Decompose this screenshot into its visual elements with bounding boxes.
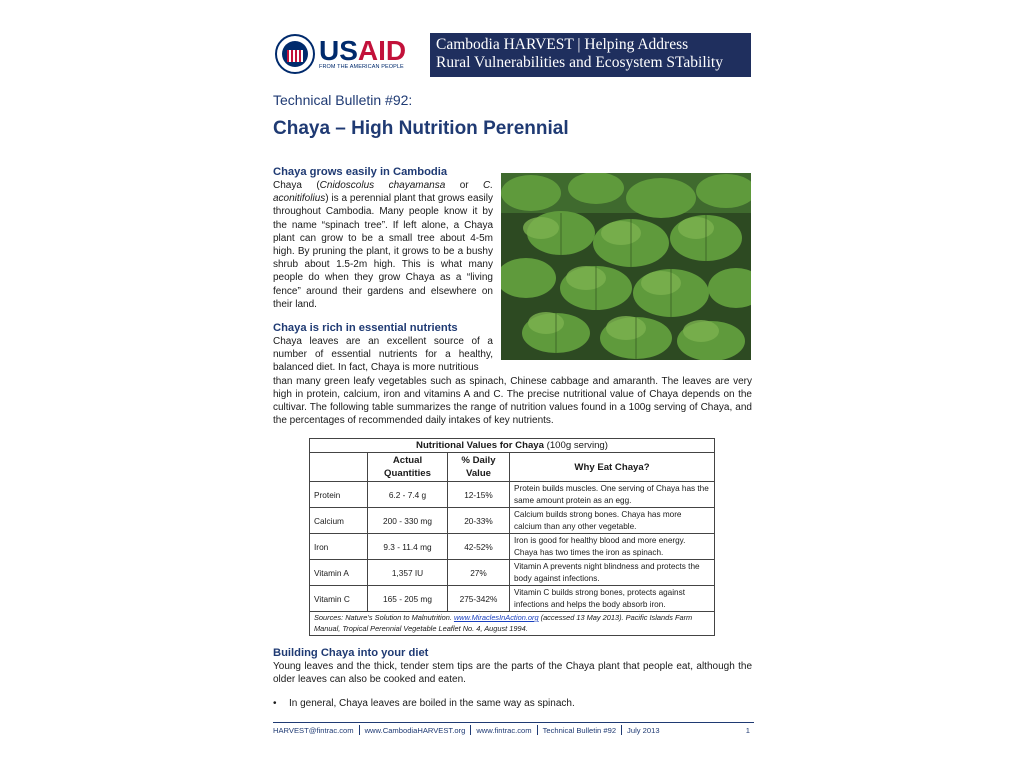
bullet-icon: • [273, 698, 277, 709]
page-title: Chaya – High Nutrition Perennial [273, 118, 569, 139]
nutrient-cell: Iron [310, 534, 368, 560]
header-quantities: Actual Quantities [368, 453, 448, 482]
table-caption [310, 439, 715, 453]
table-row [310, 586, 715, 612]
usaid-seal-icon [275, 34, 315, 74]
banner-line-2: Rural Vulnerabilities and Ecosystem STability [436, 54, 723, 71]
section-nutrients [273, 322, 752, 427]
why-cell: Protein builds muscles. One serving of Chaya has the same amount protein as an egg. [510, 482, 715, 508]
footer-site-fintrac[interactable]: www.fintrac.com [476, 725, 532, 735]
footer-site-harvest[interactable]: www.CambodiaHARVEST.org [364, 725, 466, 735]
daily-cell: 42-52% [448, 534, 510, 560]
header-why: Why Eat Chaya? [510, 453, 715, 482]
list-item [273, 697, 575, 710]
section-body-wide: than many green leafy vegetables such as spinach, Chinese cabbage and amaranth. The leaves are very high in protein, calcium, iron and vitamins A and C. The precise nutritional value of Chaya depends on the cultivar. The following table summarizes the range of nutrition values found in a 100g serving of Chaya, and the percentages of recommended daily intakes of key nutrients. [273, 375, 752, 427]
nutrient-cell: Protein [310, 482, 368, 508]
usaid-logo [275, 34, 410, 76]
sources-text: Sources: Nature’s Solution to Malnutrition. [314, 613, 454, 622]
daily-cell: 275-342% [448, 586, 510, 612]
footer-separator [621, 725, 622, 735]
table-sources-row [310, 612, 715, 636]
usaid-tagline: FROM THE AMERICAN PEOPLE [319, 64, 404, 70]
caption-rest: (100g serving) [543, 440, 608, 451]
text-run: or [445, 180, 484, 191]
header-daily: % Daily Value [448, 453, 510, 482]
caption-bold: Nutritional Values for Chaya [416, 440, 544, 451]
sources-text: (accessed 13 May 2013). Pacific Islands Farm Manual, Tropical Perennial Vegetable Leaflet No. 4, August 1994. [314, 613, 693, 633]
daily-cell: 20-33% [448, 508, 510, 534]
daily-cell: 12-15% [448, 482, 510, 508]
section-heading: Chaya is rich in essential nutrients [273, 322, 458, 334]
text-run: Chaya ( [273, 180, 320, 191]
quantity-cell: 200 - 330 mg [368, 508, 448, 534]
section-diet [273, 647, 752, 686]
footer-separator [470, 725, 471, 735]
table-row [310, 534, 715, 560]
table-row [310, 482, 715, 508]
sources-link[interactable]: www.MiraclesInAction.org [453, 613, 539, 622]
section-grows-easily [273, 166, 493, 311]
section-heading: Building Chaya into your diet [273, 647, 429, 659]
section-body [273, 179, 493, 311]
footer-divider [273, 722, 754, 723]
section-body-narrow: Chaya leaves are an excellent source of a number of essential nutrients for a healthy, balanced diet. In fact, Chaya is more nutritious [273, 336, 493, 374]
bulletin-label: Technical Bulletin #92: [273, 92, 413, 108]
quantity-cell: 6.2 - 7.4 g [368, 482, 448, 508]
footer-separator [537, 725, 538, 735]
footer-email[interactable]: HARVEST@fintrac.com [273, 725, 354, 735]
table-row [310, 560, 715, 586]
usaid-wordmark [319, 36, 406, 66]
section-body: Young leaves and the thick, tender stem tips are the parts of the Chaya plant that people eat, although the older leaves can also be cooked and eaten. [273, 661, 752, 686]
program-banner [430, 33, 751, 77]
table-header-row [310, 453, 715, 482]
page-number: 1 [745, 725, 750, 735]
nutrient-cell: Vitamin C [310, 586, 368, 612]
page-footer [273, 725, 754, 735]
table-caption-row [310, 439, 715, 453]
quantity-cell: 1,357 IU [368, 560, 448, 586]
why-cell: Vitamin C builds strong bones, protects against infections and helps the body absorb iron. [510, 586, 715, 612]
why-cell: Calcium builds strong bones. Chaya has more calcium than any other vegetable. [510, 508, 715, 534]
daily-cell: 27% [448, 560, 510, 586]
text-run: ) is a perennial plant that grows easily throughout Cambodia. Many people know it by the name “spinach tree”. If left alone, a Chaya plant can grow to be a small tree about 4-5m high. By pruning the plant, it grows to be a bushy shrub about 1.5-2m high. This is what many people do when they grow Chaya as a “living fence” around their gardens and elsewhere on their land. [273, 193, 493, 310]
table-row [310, 508, 715, 534]
wordmark-aid: AID [357, 35, 407, 66]
section-heading: Chaya grows easily in Cambodia [273, 166, 448, 178]
nutrition-table [309, 438, 715, 636]
footer-separator [359, 725, 360, 735]
wordmark-us: US [319, 35, 358, 66]
why-cell: Vitamin A prevents night blindness and protects the body against infections. [510, 560, 715, 586]
footer-date: July 2013 [627, 725, 660, 735]
header-empty [310, 453, 368, 482]
scientific-name: Cnidoscolus chayamansa [319, 180, 446, 191]
scientific-name: C. aconitifolius [273, 180, 494, 205]
nutrient-cell: Calcium [310, 508, 368, 534]
footer-bulletin: Technical Bulletin #92 [542, 725, 617, 735]
list-item-text: In general, Chaya leaves are boiled in the same way as spinach. [289, 698, 575, 709]
quantity-cell: 165 - 205 mg [368, 586, 448, 612]
table-sources [310, 612, 715, 636]
quantity-cell: 9.3 - 11.4 mg [368, 534, 448, 560]
nutrient-cell: Vitamin A [310, 560, 368, 586]
banner-line-1: Cambodia HARVEST | Helping Address [436, 36, 689, 53]
why-cell: Iron is good for healthy blood and more energy. Chaya has two times the iron as spinach. [510, 534, 715, 560]
